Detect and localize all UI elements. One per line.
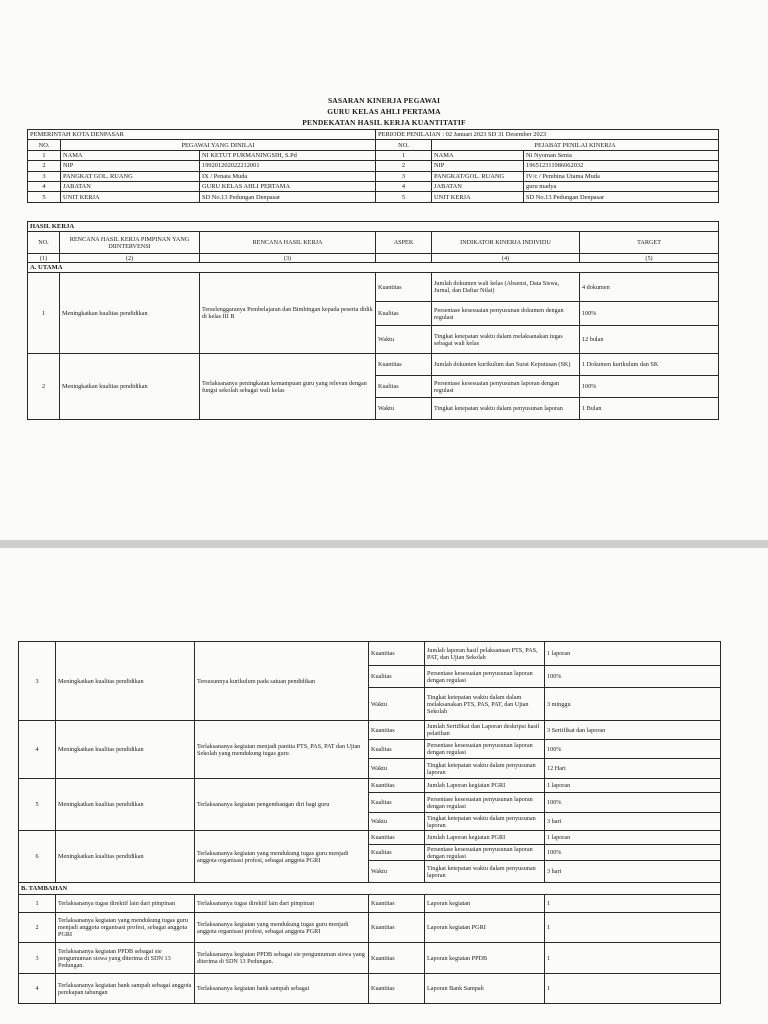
target: 1 [545,895,721,913]
indicator: Persentase kesesuaian penyusunan dokumen dengan regulasi [432,302,580,326]
aspect: Waktu [369,759,425,779]
target: 1 [545,974,721,1004]
leader-plan: Meningkatkan kualitas pendidikan [60,354,200,420]
aspect: Kuantitas [369,943,425,974]
section-additional: B. TAMBAHAN [19,883,721,895]
indicator: Persentase kesesuaian penyusunan laporan dengan regulasi [425,793,545,813]
target: 3 minggu [545,688,721,721]
work-plan: Terselenggaranya Pembelajaran dan Bimbingan kepada peserta didik di kelas III B [200,273,376,354]
aspect: Kuantitas [369,779,425,793]
target: 1 laporan [545,779,721,793]
work-plan: Terlaksananya kegiatan pengembangan diri bagi guru [195,779,369,831]
additional-item-row [19,895,721,913]
assessor-field-value: IV/c / Pembina Utama Muda [524,171,719,181]
target: 1 Dokumen kurikulum dan SK [580,354,719,376]
document-approach: PENDEKATAN HASIL KERJA KUANTITATIF [302,118,466,127]
indicator: Tingkat ketepatan waktu dalam dalam melaksanakan PTS, PAS, PAT, dan Ujian Sekolah [425,688,545,721]
work-plan: Terlaksananya tugas direktif lain dari pimpinan [195,895,369,913]
col-num: (5) [580,254,719,263]
item-number: 2 [19,913,56,943]
row-number: 2 [28,161,61,171]
indicator: Tingkat ketepatan waktu dalam penyusunan laporan [432,398,580,420]
identity-row [28,181,719,191]
assessor-field-label: PANGKAT/GOL. RUANG [432,171,524,181]
indicator-row [19,779,721,793]
target: 12 bulan [580,326,719,354]
identity-row [28,192,719,202]
employee-field-value: NI KETUT PURMANINGSIH, S.Pd [200,150,376,160]
row-number: 1 [376,150,432,160]
assessor-field-value: Ni Nyoman Senia [524,150,719,160]
aspect: Kuantitas [376,354,432,376]
indicator: Laporan kegiatan PPDB [425,943,545,974]
employee-field-value: GURU KELAS AHLI PERTAMA [200,181,376,191]
col-leader-plan: RENCANA HASIL KERJA PIMPINAN YANG DIINTERVENSI [60,232,200,254]
assessed-employee-header: PEGAWAI YANG DINILAI [61,140,376,150]
aspect: Kuantitas [369,895,425,913]
employee-field-value: 199201202022212001 [200,161,376,171]
aspect: Kuantitas [376,273,432,302]
leader-plan: Terlaksananya kegiatan PPDB sebagai sie pengumuman siswa yang diterima di SDN 13 Pedungan. [56,943,195,974]
assessor-field-label: NIP [432,161,524,171]
indicator-row [19,831,721,845]
col-num: (4) [432,254,580,263]
identity-row [28,171,719,181]
aspect: Waktu [369,861,425,883]
aspect: Kuantitas [369,831,425,845]
identity-table [27,129,719,203]
identity-row [28,150,719,160]
employee-field-label: PANGKAT GOL. RUANG [61,171,200,181]
indicator: Jumlah dokumen wali kelas (Absensi, Data Siswa, Jurnal, dan Daftar Nilai) [432,273,580,302]
period-label: PERIODE PENILAIAN : 02 Januari 2023 SD 31 Desember 2023 [376,130,719,140]
col-work-plan: RENCANA HASIL KERJA [200,232,376,254]
col-aspect: ASPEK [376,232,432,254]
target: 100% [545,845,721,861]
item-number: 4 [19,721,56,779]
indicator: Laporan kegiatan [425,895,545,913]
row-number: 5 [376,192,432,202]
col-target: TARGET [580,232,719,254]
leader-plan: Meningkatkan kualitas pendidikan [56,779,195,831]
aspect: Kualitas [369,793,425,813]
leader-plan: Meningkatkan kualitas pendidikan [60,273,200,354]
employee-field-value: IX / Penata Muda [200,171,376,181]
indicator: Tingkat ketepatan waktu dalam penyusunan laporan [425,813,545,831]
item-number: 6 [19,831,56,883]
aspect: Kualitas [369,666,425,688]
aspect: Waktu [376,326,432,354]
indicator-row [28,273,719,302]
indicator: Laporan Bank Sampah [425,974,545,1004]
row-number: 4 [376,181,432,191]
col-num: (2) [60,254,200,263]
target: 100% [545,666,721,688]
aspect: Waktu [369,688,425,721]
assessor-header: PEJABAT PENILAI KINERJA [432,140,719,150]
work-plan: Tersusunnya kurikulum pada satuan pendidikan [195,642,369,721]
leader-plan: Terlaksananya kegiatan bank sampah sebagai anggota perekapan tabungan [56,974,195,1004]
indicator: Jumlah dokumen kurikulum dan Surat Keputusan (SK) [432,354,580,376]
row-number: 3 [376,171,432,181]
section-work-results: HASIL KERJA [28,222,719,232]
employee-field-label: JABATAN [61,181,200,191]
identity-row [28,161,719,171]
aspect: Waktu [376,398,432,420]
aspect: Kualitas [369,740,425,759]
target: 4 dokumen [580,273,719,302]
section-main: A. UTAMA [28,263,719,273]
employee-field-label: UNIT KERJA [61,192,200,202]
aspect: Kuantitas [369,974,425,1004]
no-header: NO. [28,140,61,150]
target: 100% [580,376,719,398]
employee-field-label: NIP [61,161,200,171]
leader-plan: Terlaksananya tugas direktif lain dari pimpinan [56,895,195,913]
indicator: Persentase kesesuaian penyusunan laporan dengan regulasi [425,666,545,688]
document-title-block [0,95,768,128]
indicator: Jumlah laporan hasil pelaksanaan PTS, PAS, PAT, dan Ujian Sekolah [425,642,545,666]
target: 3 hari [545,813,721,831]
leader-plan: Meningkatkan kualitas pendidikan [56,642,195,721]
indicator: Jumlah Sertifikat dan Laporan deskripsi hasil pelatihan [425,721,545,740]
indicator: Tingkat ketepatan waktu dalam melaksanakan tugas sebagai wali kelas [432,326,580,354]
aspect: Kuantitas [369,913,425,943]
target: 1 laporan [545,642,721,666]
work-plan: Terlaksananya kegiatan yang mendukung tugas guru menjadi anggota organisasi profesi, sebagai anggota PGRI [195,831,369,883]
work-results-table-page-2 [18,641,721,1004]
col-indicator: INDIKATOR KINERJA INDIVIDU [432,232,580,254]
item-number: 4 [19,974,56,1004]
item-number: 3 [19,943,56,974]
target: 1 [545,913,721,943]
work-results-table-page-1 [27,221,719,420]
target: 3 hari [545,861,721,883]
col-num: (1) [28,254,60,263]
item-number: 1 [28,273,60,354]
aspect: Kualitas [369,845,425,861]
indicator-row [28,354,719,376]
no-header: NO. [376,140,432,150]
assessor-field-value: 196512311986062032 [524,161,719,171]
col-num [376,254,432,263]
item-number: 2 [28,354,60,420]
employer-label: PEMERINTAH KOTA DENPASAR [28,130,376,140]
target: 1 Bulan [580,398,719,420]
target: 1 [545,943,721,974]
col-no: NO. [28,232,60,254]
assessor-field-label: NAMA [432,150,524,160]
document-title: SASARAN KINERJA PEGAWAI [327,96,441,105]
target: 100% [545,793,721,813]
row-number: 3 [28,171,61,181]
work-plan: Terlaksananya kegiatan menjadi panitia PTS, PAS, PAT dan Ujian Sekolah yang mendukung tugas guru [195,721,369,779]
indicator: Persentase kesesuaian penyusunan laporan dengan regulasi [432,376,580,398]
indicator: Laporan kegiatan PGRI [425,913,545,943]
leader-plan: Meningkatkan kualitas pendidikan [56,831,195,883]
target: 12 Hari [545,759,721,779]
indicator: Jumlah Laporan kegiatan PGRI [425,831,545,845]
target: 100% [580,302,719,326]
work-plan: Terlaksananya kegiatan PPDB sebagai sie pengumuman siswa yang diterima di SDN 13 Pedungan. [195,943,369,974]
aspect: Kualitas [376,302,432,326]
work-plan: Terlaksananya kegiatan bank sampah sebagai [195,974,369,1004]
assessor-field-value: guru madya [524,181,719,191]
row-number: 1 [28,150,61,160]
aspect: Kuantitas [369,721,425,740]
leader-plan: Terlaksananya kegiatan yang mendukung tugas guru menjadi anggota organisasi profesi, sebagai anggota PGRI [56,913,195,943]
item-number: 3 [19,642,56,721]
employee-field-label: NAMA [61,150,200,160]
document-subtitle: GURU KELAS AHLI PERTAMA [327,107,441,116]
indicator-row [19,721,721,740]
aspect: Waktu [369,813,425,831]
target: 100% [545,740,721,759]
indicator-row [19,642,721,666]
indicator: Tingkat ketepatan waktu dalam penyusunan laporan [425,861,545,883]
indicator: Persentase kesesuaian penyusunan laporan dengan regulasi [425,845,545,861]
col-num: (3) [200,254,376,263]
aspect: Kuantitas [369,642,425,666]
work-plan: Terlaksananya peningkatan kemampuan guru yang relevan dengan fungsi sekolah sebagai wali kelas [200,354,376,420]
assessor-field-label: UNIT KERJA [432,192,524,202]
item-number: 5 [19,779,56,831]
item-number: 1 [19,895,56,913]
assessor-field-value: SD No.13 Pedungan Denpasar [524,192,719,202]
target: 3 Sertifikat dan laporan [545,721,721,740]
assessor-field-label: JABATAN [432,181,524,191]
additional-item-row [19,943,721,974]
indicator: Tingkat ketepatan waktu dalam penyusunan laporan [425,759,545,779]
aspect: Kualitas [376,376,432,398]
row-number: 4 [28,181,61,191]
work-plan: Terlaksananya kegiatan yang mendukung tugas guru menjadi anggota organisasi profesi, sebagai anggota PGRI [195,913,369,943]
row-number: 2 [376,161,432,171]
row-number: 5 [28,192,61,202]
additional-item-row [19,974,721,1004]
indicator: Persentase kesesuaian penyusunan laporan dengan regulasi [425,740,545,759]
additional-item-row [19,913,721,943]
employee-field-value: SD No.13 Pedungan Denpasar [200,192,376,202]
indicator: Jumlah Laporan kegiatan PGRI [425,779,545,793]
target: 1 laporan [545,831,721,845]
leader-plan: Meningkatkan kualitas pendidikan [56,721,195,779]
